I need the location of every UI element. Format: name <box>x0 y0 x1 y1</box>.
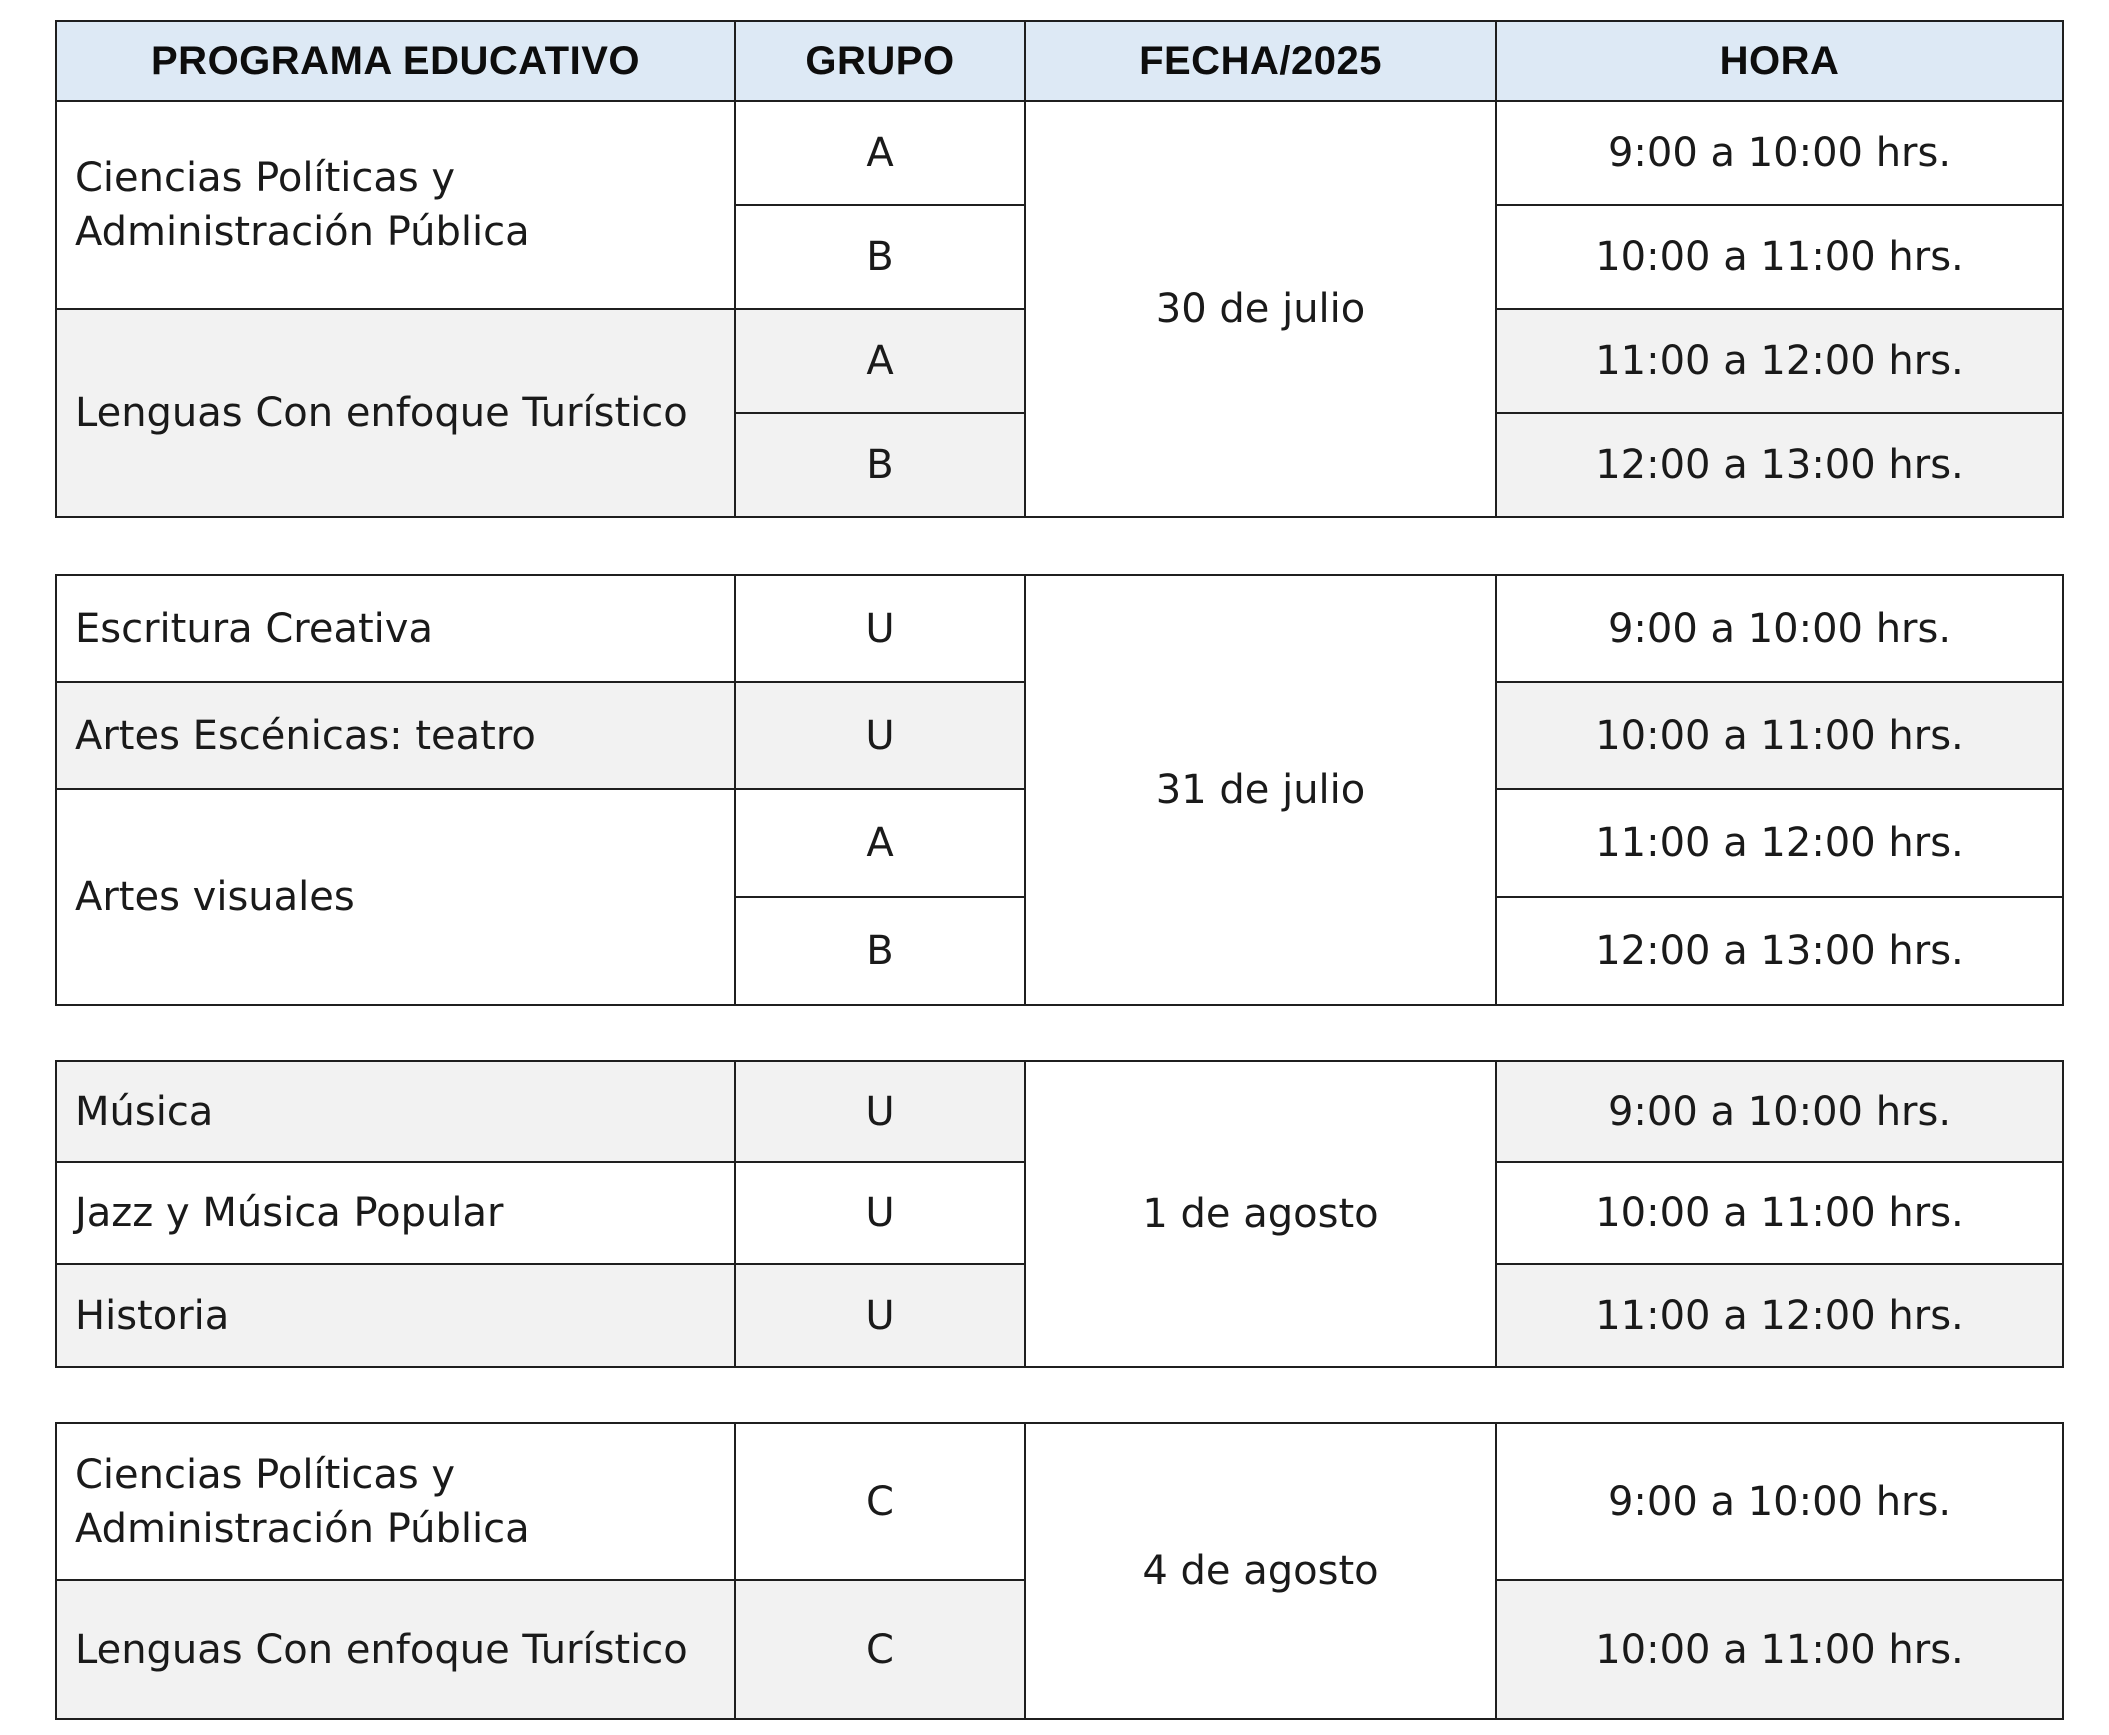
time-cell: 12:00 a 13:00 hrs. <box>1496 897 2063 1005</box>
time-cell: 12:00 a 13:00 hrs. <box>1496 413 2063 517</box>
group-cell: B <box>735 205 1025 309</box>
program-name: Artes Escénicas: teatro <box>56 682 735 789</box>
date-cell: 31 de julio <box>1025 575 1496 1005</box>
program-name: Ciencias Políticas y Administración Pública <box>56 101 735 309</box>
schedule-table-30-julio <box>55 20 2064 518</box>
time-cell: 11:00 a 12:00 hrs. <box>1496 309 2063 413</box>
group-cell: U <box>735 575 1025 682</box>
time-cell: 10:00 a 11:00 hrs. <box>1496 1580 2063 1719</box>
table-row <box>56 1423 2063 1580</box>
time-cell: 11:00 a 12:00 hrs. <box>1496 789 2063 897</box>
schedule-table-4-agosto <box>55 1422 2064 1720</box>
table-row <box>56 1061 2063 1162</box>
program-name: Artes visuales <box>56 789 735 1005</box>
group-cell: C <box>735 1423 1025 1580</box>
program-name: Lenguas Con enfoque Turístico <box>56 309 735 517</box>
group-cell: U <box>735 1264 1025 1367</box>
table-row <box>56 575 2063 682</box>
header-row <box>56 21 2063 101</box>
program-name: Jazz y Música Popular <box>56 1162 735 1264</box>
header-grupo: GRUPO <box>735 21 1025 101</box>
schedule-table-1-agosto <box>55 1060 2064 1368</box>
time-cell: 10:00 a 11:00 hrs. <box>1496 1162 2063 1264</box>
group-cell: U <box>735 682 1025 789</box>
date-cell: 1 de agosto <box>1025 1061 1496 1367</box>
time-cell: 11:00 a 12:00 hrs. <box>1496 1264 2063 1367</box>
program-name: Ciencias Políticas y Administración Pública <box>56 1423 735 1580</box>
group-cell: A <box>735 101 1025 205</box>
time-cell: 9:00 a 10:00 hrs. <box>1496 1061 2063 1162</box>
date-cell: 30 de julio <box>1025 101 1496 517</box>
program-name: Escritura Creativa <box>56 575 735 682</box>
schedule-table-31-julio <box>55 574 2064 1006</box>
group-cell: U <box>735 1162 1025 1264</box>
group-cell: C <box>735 1580 1025 1719</box>
time-cell: 10:00 a 11:00 hrs. <box>1496 682 2063 789</box>
group-cell: B <box>735 897 1025 1005</box>
program-name: Música <box>56 1061 735 1162</box>
group-cell: A <box>735 309 1025 413</box>
time-cell: 9:00 a 10:00 hrs. <box>1496 1423 2063 1580</box>
time-cell: 9:00 a 10:00 hrs. <box>1496 101 2063 205</box>
group-cell: U <box>735 1061 1025 1162</box>
group-cell: B <box>735 413 1025 517</box>
date-cell: 4 de agosto <box>1025 1423 1496 1719</box>
time-cell: 9:00 a 10:00 hrs. <box>1496 575 2063 682</box>
table-row <box>56 101 2063 205</box>
program-name: Lenguas Con enfoque Turístico <box>56 1580 735 1719</box>
group-cell: A <box>735 789 1025 897</box>
header-programa: PROGRAMA EDUCATIVO <box>56 21 735 101</box>
program-name: Historia <box>56 1264 735 1367</box>
time-cell: 10:00 a 11:00 hrs. <box>1496 205 2063 309</box>
header-hora: HORA <box>1496 21 2063 101</box>
header-fecha: FECHA/2025 <box>1025 21 1496 101</box>
